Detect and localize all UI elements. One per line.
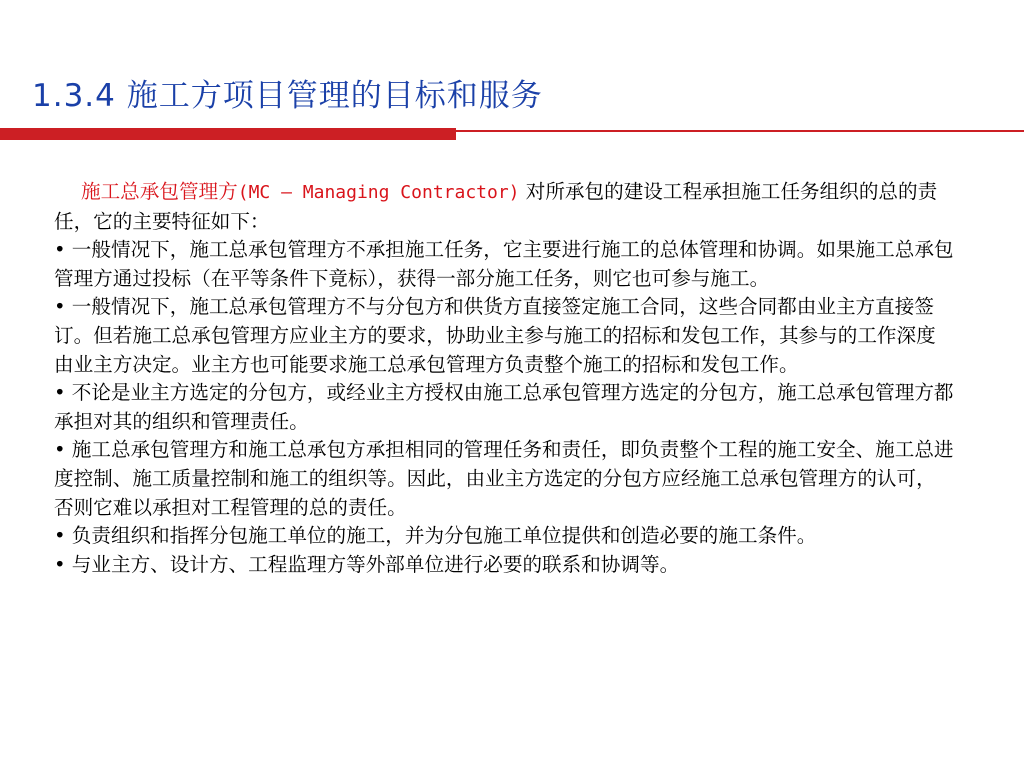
- bullet-item-1: • 一般情况下，施工总承包管理方不承担施工任务，它主要进行施工的总体管理和协调。如果施工总承包管理方通过投标（在平等条件下竟标），获得一部分施工任务，则它也可参与施工。: [54, 238, 954, 290]
- intro-paragraph: [54, 178, 954, 236]
- slide-body: [54, 178, 954, 579]
- title-underline-rule: [456, 130, 1024, 132]
- bullet-item-4: • 施工总承包管理方和施工总承包方承担相同的管理任务和责任，即负责整个工程的施工安全、施工总进度控制、施工质量控制和施工的组织等。因此，由业主方选定的分包方应经施工总承包管理方的认可，否则它难以承担对工程管理的总的责任。: [54, 438, 954, 519]
- bullet-item-2: • 一般情况下，施工总承包管理方不与分包方和供货方直接签定施工合同，这些合同都由业主方直接签订。但若施工总承包管理方应业主方的要求，协助业主参与施工的招标和发包工作，其参与的工作深度由业主方决定。业主方也可能要求施工总承包管理方负责整个施工的招标和发包工作。: [54, 295, 936, 376]
- title-underline-bar: [0, 128, 456, 140]
- intro-highlight-term: 施工总承包管理方: [81, 180, 238, 203]
- intro-text: 对所承包的建设工程承担施工任务组织的总的责任，它的主要特征如下：: [54, 180, 938, 233]
- intro-highlight-english: (MC – Managing Contractor): [237, 182, 520, 203]
- bullet-item-5: • 负责组织和指挥分包施工单位的施工，并为分包施工单位提供和创造必要的施工条件。: [54, 524, 817, 548]
- bullet-item-6: • 与业主方、设计方、工程监理方等外部单位进行必要的联系和协调等。: [54, 552, 680, 576]
- bullet-item-3: • 不论是业主方选定的分包方，或经业主方授权由施工总承包管理方选定的分包方，施工总承包管理方都承担对其的组织和管理责任。: [54, 381, 954, 433]
- slide-title: 1.3.4 施工方项目管理的目标和服务: [32, 78, 543, 114]
